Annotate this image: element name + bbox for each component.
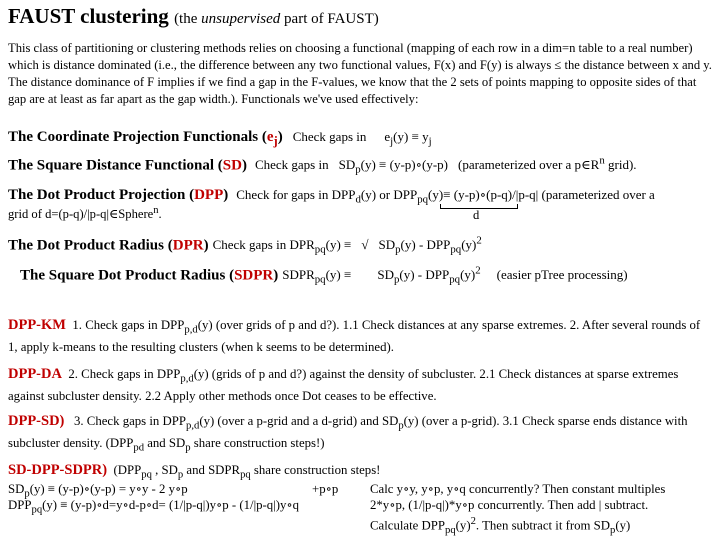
dpr-line: The Dot Product Radius (DPR) Check gaps in $DPR_{pq}(y)$ ≡ √ $SD_p(y) - DPP_{pq}(y)^2$ — [8, 235, 482, 256]
dpp-brace-label: d — [473, 208, 480, 222]
calc-line-1: Calc y∘y, y∘p, y∘q concurrently? Then constant multiples — [370, 482, 666, 496]
square-distance-line: The Square Distance Functional (SD) Check gaps in $SD_p(y)$ ≡ (y-p)∘(y-p) (parameterized over a $p\in R^n$ grid). — [8, 155, 637, 176]
calc-line-2: 2*y∘p, (1/|p-q|)*y∘p concurrently. Then add | subtract. — [370, 498, 649, 512]
dpp-da-block: DPP-DA 2. Check gaps in $DPP_{p,d}(y)$ (grids of p and d?) against the density of subcluster. 2.1 Check distances at sparse extremes against subcluster density. 2.2 Apply other methods once Dot ceases to be effective. — [8, 366, 679, 403]
page-title — [8, 4, 379, 29]
sdpr-formula: $SD_p(y) - DPP_{pq}(y)^2$ — [377, 265, 481, 286]
intro-paragraph: This class of partitioning or clustering methods relies on choosing a functional (mapping of each row in a dim=n table to a real number) which is distance dominated (i.e., the difference between any two functional values, F(x) and F(y) is always ≤ the distance between x and y. The distance dominance of F implies if we find a gap in the F-values, we know that the 2 sets of points mapping to opposite sides of that gap are at least as far apart as the gap width.). Functionals we've used effectively: — [8, 41, 712, 106]
sdpr-line: The Square Dot Product Radius (SDPR) $SDPR_{pq}(y) \equiv SD_p(y) - DPP_{pq}(y)^2$ (easier pTree processing) — [20, 265, 628, 286]
sd-formula: $SD_p(y)$ ≡ (y-p)∘(y-p) — [338, 157, 448, 176]
dpr-formula: $SD_p(y) - DPP_{pq}(y)^2$ — [378, 235, 482, 256]
title-sub: (the unsupervised part of FAUST) — [174, 11, 379, 27]
sd-dpp-sdpr-header: SD-DPP-SDPR) ($DPP_{pq}$ , $SD_p$ and $SDPR_{pq}$ share construction steps! — [8, 462, 381, 481]
sd-formula-line: $SD_p(y)$ ≡ (y-p)∘(y-p) = y∘y - 2 y∘p — [8, 482, 188, 500]
title-main: FAUST clustering — [8, 4, 169, 28]
cp-formula: $e_j(y) \equiv y_j$ — [384, 129, 432, 148]
dpp-formula-line: $DPP_{pq}(y)$ ≡ (y-p)∘d=y∘d-p∘d= (1/|p-q|)y∘p - (1/|p-q|)y∘q — [8, 498, 300, 516]
dpp-line: The Dot Product Projection (DPP) Check for gaps in $DPP_d(y)$ or $DPP_{pq}(y)\equiv$ (y-p)∘(p-q)/|p-q| (parameterized over a — [8, 187, 655, 206]
dpp-sd-block: DPP-SD) 3. Check gaps in $DPP_{p,d}(y)$ (over a p-grid and a d-grid) and $SD_p(y)$ (over a p-grid). 3.1 Check sparse ends distance with subcluster density. ($DPP_{pd}$ and $SD_p$ share construction steps!) — [8, 413, 688, 454]
dpp-line2: grid of d=(p-q)/|p-q|∈Sphere$^n$. — [8, 205, 162, 222]
calc-line-3: Calculate $DPP_{pq}(y)^2$. Then subtract it from $SD_p(y)$ — [370, 516, 631, 536]
sqrt-icon: √ — [361, 237, 369, 253]
sd-formula-tail: +p∘p — [312, 482, 339, 496]
dpp-km-block: DPP-KM 1. Check gaps in $DPP_{p,d}(y)$ (over grids of p and d?). 1.1 Check distances at any sparse extremes. 2. After several rounds of 1, apply k-means to the resulting clusters (when k seems to be determined). — [8, 317, 701, 354]
coordinate-projection-line: The Coordinate Projection Functionals $(e_j)$ Check gaps in $e_j(y) \equiv y_j$ — [8, 129, 432, 148]
